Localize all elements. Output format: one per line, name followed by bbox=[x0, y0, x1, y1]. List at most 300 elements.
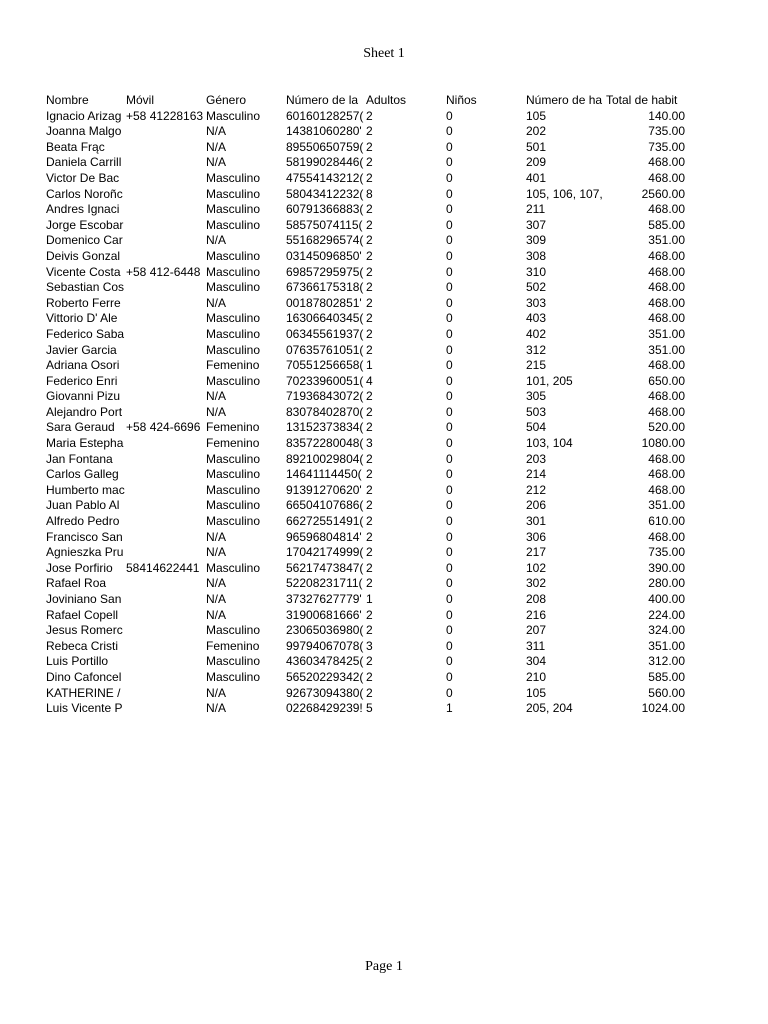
cell-adultos: 2 bbox=[366, 498, 373, 513]
cell-movil bbox=[126, 483, 206, 499]
cell-genero: Masculino bbox=[206, 217, 261, 232]
cell-nombre: Francisco San bbox=[46, 529, 123, 544]
cell-nombre: KATHERINE / bbox=[46, 685, 121, 700]
cell-adultos: 2 bbox=[366, 155, 373, 170]
cell-movil bbox=[126, 187, 206, 203]
cell-movil bbox=[126, 218, 206, 234]
cell-total: 735.00 bbox=[648, 124, 685, 139]
cell-adultos: 2 bbox=[366, 248, 373, 263]
cell-nombre: Luis Portillo bbox=[46, 654, 109, 669]
cell-nombre: Jesus Romerc bbox=[46, 623, 123, 638]
cell-numero-documento: 37327627779' bbox=[286, 592, 362, 606]
cell-adultos: 2 bbox=[366, 685, 373, 700]
cell-movil bbox=[126, 311, 206, 327]
cell-numero-documento: 71936843072( bbox=[286, 389, 364, 404]
cell-numero-habitacion: 401 bbox=[526, 170, 547, 185]
cell-ninos: 0 bbox=[446, 202, 453, 217]
cell-total: 468.00 bbox=[648, 295, 685, 310]
cell-numero-habitacion: 105 bbox=[526, 685, 547, 700]
cell-movil bbox=[126, 701, 206, 717]
cell-ninos: 0 bbox=[446, 560, 453, 575]
cell-ninos: 0 bbox=[446, 358, 453, 373]
cell-numero-documento: 52208231711( bbox=[286, 576, 363, 591]
cell-nombre: Jose Porfirio bbox=[46, 560, 113, 575]
cell-movil bbox=[126, 654, 206, 670]
cell-ninos: 0 bbox=[446, 280, 453, 295]
cell-ninos: 0 bbox=[446, 233, 453, 248]
cell-total: 400.00 bbox=[648, 592, 685, 606]
cell-numero-documento: 58043412232( bbox=[286, 186, 364, 201]
cell-ninos: 0 bbox=[446, 373, 453, 388]
cell-adultos: 2 bbox=[366, 545, 373, 560]
cell-adultos: 1 bbox=[366, 592, 373, 606]
cell-movil bbox=[126, 140, 206, 156]
cell-movil bbox=[126, 343, 206, 359]
table-row bbox=[46, 140, 685, 156]
cell-ninos: 1 bbox=[446, 701, 453, 716]
cell-genero: Masculino bbox=[206, 280, 261, 295]
cell-movil: +58 424-6696 bbox=[126, 420, 201, 435]
header-total: Total de habit bbox=[606, 93, 678, 107]
cell-genero: Masculino bbox=[206, 170, 261, 185]
cell-numero-habitacion: 209 bbox=[526, 155, 547, 170]
table-row bbox=[46, 218, 685, 234]
cell-genero: Masculino bbox=[206, 202, 261, 217]
cell-adultos: 2 bbox=[366, 295, 373, 310]
cell-movil bbox=[126, 280, 206, 296]
cell-nombre: Adriana Osori bbox=[46, 358, 120, 373]
cell-nombre: Deivis Gonzal bbox=[46, 248, 121, 263]
cell-ninos: 0 bbox=[446, 248, 453, 263]
cell-ninos: 0 bbox=[446, 451, 453, 466]
cell-adultos: 2 bbox=[366, 529, 373, 544]
cell-nombre: Federico Saba bbox=[46, 326, 125, 341]
cell-genero: Masculino bbox=[206, 654, 261, 669]
cell-total: 280.00 bbox=[648, 576, 685, 591]
cell-numero-documento: 06345561937( bbox=[286, 326, 364, 341]
cell-numero-habitacion: 206 bbox=[526, 498, 547, 513]
cell-adultos: 2 bbox=[366, 139, 373, 154]
cell-adultos: 2 bbox=[366, 654, 373, 669]
cell-numero-documento: 91391270620' bbox=[286, 482, 362, 497]
cell-numero-documento: 89210029804( bbox=[286, 451, 364, 466]
cell-adultos: 2 bbox=[366, 607, 373, 622]
cell-nombre: Agnieszka Pru bbox=[46, 545, 124, 560]
cell-nombre: Maria Estepha bbox=[46, 436, 124, 451]
cell-movil bbox=[126, 452, 206, 468]
table-row bbox=[46, 155, 685, 171]
cell-numero-documento: 67366175318( bbox=[286, 280, 364, 295]
table-row bbox=[46, 420, 685, 436]
cell-nombre: Rafael Copell bbox=[46, 607, 119, 622]
cell-numero-habitacion: 304 bbox=[526, 654, 547, 669]
cell-adultos: 2 bbox=[366, 170, 373, 185]
cell-nombre: Carlos Galleg bbox=[46, 467, 119, 482]
cell-movil bbox=[126, 327, 206, 343]
cell-adultos: 2 bbox=[366, 560, 373, 575]
cell-adultos: 2 bbox=[366, 342, 373, 357]
table-row bbox=[46, 498, 685, 514]
cell-nombre: Ignacio Arizag bbox=[46, 108, 122, 123]
cell-total: 468.00 bbox=[648, 311, 685, 326]
table-row bbox=[46, 265, 685, 281]
cell-numero-documento: 89550650759( bbox=[286, 139, 364, 154]
table-row bbox=[46, 327, 685, 343]
cell-ninos: 0 bbox=[446, 669, 453, 684]
table-row bbox=[46, 561, 685, 577]
cell-adultos: 2 bbox=[366, 202, 373, 217]
cell-movil: +58 41228163 bbox=[126, 108, 204, 123]
cell-nombre: Jorge Escobar bbox=[46, 217, 124, 232]
cell-adultos: 2 bbox=[366, 576, 373, 591]
table-row bbox=[46, 343, 685, 359]
table-row bbox=[46, 311, 685, 327]
cell-adultos: 3 bbox=[366, 436, 373, 451]
cell-nombre: Javier Garcia bbox=[46, 342, 117, 357]
cell-genero: N/A bbox=[206, 592, 227, 606]
cell-ninos: 0 bbox=[446, 654, 453, 669]
cell-numero-habitacion: 203 bbox=[526, 451, 547, 466]
cell-adultos: 2 bbox=[366, 467, 373, 482]
cell-total: 735.00 bbox=[648, 139, 685, 154]
cell-nombre: Rebeca Cristi bbox=[46, 638, 119, 653]
cell-ninos: 0 bbox=[446, 498, 453, 513]
cell-numero-documento: 14641114450( bbox=[286, 467, 362, 482]
cell-adultos: 2 bbox=[366, 404, 373, 419]
cell-genero: Masculino bbox=[206, 669, 261, 684]
cell-nombre: Jan Fontana bbox=[46, 451, 113, 466]
cell-adultos: 2 bbox=[366, 669, 373, 684]
cell-numero-habitacion: 403 bbox=[526, 311, 547, 326]
cell-nombre: Juan Pablo Al bbox=[46, 498, 120, 513]
cell-numero-documento: 13152373834( bbox=[286, 420, 364, 435]
cell-ninos: 0 bbox=[446, 592, 453, 606]
table-row bbox=[46, 124, 685, 140]
header-numero-habitacion: Número de ha bbox=[526, 93, 603, 107]
cell-genero: N/A bbox=[206, 155, 227, 170]
cell-numero-documento: 07635761051( bbox=[286, 342, 364, 357]
cell-numero-habitacion: 216 bbox=[526, 607, 547, 622]
cell-movil bbox=[126, 249, 206, 265]
cell-movil bbox=[126, 608, 206, 624]
cell-total: 735.00 bbox=[648, 545, 685, 560]
cell-total: 351.00 bbox=[648, 233, 685, 248]
cell-movil: 58414622441 bbox=[126, 560, 200, 575]
cell-total: 140.00 bbox=[648, 108, 685, 123]
cell-total: 324.00 bbox=[648, 623, 685, 638]
cell-total: 468.00 bbox=[648, 248, 685, 263]
cell-numero-documento: 14381060280' bbox=[286, 124, 362, 139]
cell-genero: N/A bbox=[206, 685, 227, 700]
cell-total: 468.00 bbox=[648, 155, 685, 170]
cell-numero-documento: 47554143212( bbox=[286, 170, 364, 185]
cell-genero: N/A bbox=[206, 139, 227, 154]
cell-numero-habitacion: 205, 204 bbox=[526, 701, 573, 716]
cell-genero: Masculino bbox=[206, 482, 261, 497]
table-row bbox=[46, 576, 685, 592]
cell-ninos: 0 bbox=[446, 170, 453, 185]
cell-movil bbox=[126, 296, 206, 312]
table-row bbox=[46, 670, 685, 686]
cell-total: 468.00 bbox=[648, 202, 685, 217]
cell-total: 224.00 bbox=[648, 607, 685, 622]
cell-numero-documento: 31900681666' bbox=[286, 607, 362, 622]
cell-ninos: 0 bbox=[446, 155, 453, 170]
cell-ninos: 0 bbox=[446, 467, 453, 482]
cell-adultos: 2 bbox=[366, 217, 373, 232]
cell-numero-documento: 16306640345( bbox=[286, 311, 364, 326]
cell-total: 390.00 bbox=[648, 560, 685, 575]
cell-adultos: 1 bbox=[366, 358, 373, 373]
cell-numero-habitacion: 302 bbox=[526, 576, 547, 591]
cell-total: 2560.00 bbox=[641, 186, 685, 201]
table-row bbox=[46, 109, 685, 125]
cell-movil bbox=[126, 436, 206, 452]
table-row bbox=[46, 233, 685, 249]
cell-total: 520.00 bbox=[648, 420, 685, 435]
cell-adultos: 2 bbox=[366, 326, 373, 341]
cell-ninos: 0 bbox=[446, 514, 453, 529]
table-row bbox=[46, 654, 685, 670]
table-row bbox=[46, 374, 685, 390]
table-row bbox=[46, 592, 685, 608]
table-row bbox=[46, 389, 685, 405]
table-row bbox=[46, 545, 685, 561]
table-row bbox=[46, 608, 685, 624]
cell-numero-documento: 03145096850' bbox=[286, 248, 362, 263]
cell-numero-documento: 96596804814' bbox=[286, 529, 362, 544]
cell-total: 1080.00 bbox=[641, 436, 685, 451]
cell-genero: Masculino bbox=[206, 342, 261, 357]
cell-adultos: 2 bbox=[366, 389, 373, 404]
cell-numero-habitacion: 402 bbox=[526, 326, 547, 341]
cell-genero: N/A bbox=[206, 233, 227, 248]
cell-genero: Masculino bbox=[206, 248, 261, 263]
cell-adultos: 2 bbox=[366, 108, 373, 123]
cell-genero: N/A bbox=[206, 389, 227, 404]
cell-adultos: 2 bbox=[366, 420, 373, 435]
header-ninos: Niños bbox=[446, 93, 477, 107]
sheet-title: Sheet 1 bbox=[363, 46, 405, 61]
cell-ninos: 0 bbox=[446, 217, 453, 232]
cell-nombre: Victor De Bac bbox=[46, 170, 120, 185]
cell-movil bbox=[126, 358, 206, 374]
cell-numero-documento: 56217473847( bbox=[286, 560, 364, 575]
cell-ninos: 0 bbox=[446, 389, 453, 404]
cell-numero-habitacion: 101, 205 bbox=[526, 373, 573, 388]
cell-numero-documento: 83078402870( bbox=[286, 404, 364, 419]
cell-numero-habitacion: 208 bbox=[526, 592, 547, 606]
cell-numero-habitacion: 211 bbox=[526, 202, 546, 217]
cell-ninos: 0 bbox=[446, 638, 453, 653]
header-numero-documento: Número de la bbox=[286, 93, 359, 107]
cell-nombre: Beata Frąc bbox=[46, 139, 105, 154]
cell-movil bbox=[126, 498, 206, 514]
cell-nombre: Joviniano San bbox=[46, 592, 122, 606]
cell-adultos: 2 bbox=[366, 451, 373, 466]
cell-total: 468.00 bbox=[648, 280, 685, 295]
cell-movil bbox=[126, 592, 206, 608]
cell-nombre: Roberto Ferre bbox=[46, 295, 121, 310]
table-row bbox=[46, 530, 685, 546]
cell-numero-habitacion: 310 bbox=[526, 264, 547, 279]
cell-ninos: 0 bbox=[446, 529, 453, 544]
header-movil: Móvil bbox=[126, 93, 155, 107]
cell-ninos: 0 bbox=[446, 482, 453, 497]
cell-genero: N/A bbox=[206, 701, 227, 716]
table-row bbox=[46, 686, 685, 702]
guest-table bbox=[46, 93, 685, 717]
cell-nombre: Sara Geraud bbox=[46, 420, 115, 435]
cell-total: 468.00 bbox=[648, 264, 685, 279]
cell-movil bbox=[126, 623, 206, 639]
cell-nombre: Luis Vicente P bbox=[46, 701, 123, 716]
cell-nombre: Vicente Costa bbox=[46, 264, 121, 279]
cell-numero-documento: 70551256658( bbox=[286, 358, 364, 373]
cell-numero-habitacion: 207 bbox=[526, 623, 547, 638]
cell-numero-habitacion: 312 bbox=[526, 342, 547, 357]
cell-numero-documento: 02268429239! bbox=[286, 701, 363, 716]
cell-numero-habitacion: 501 bbox=[526, 139, 547, 154]
cell-numero-habitacion: 202 bbox=[526, 124, 547, 139]
cell-numero-habitacion: 301 bbox=[526, 514, 547, 529]
cell-ninos: 0 bbox=[446, 295, 453, 310]
cell-numero-documento: 55168296574( bbox=[286, 233, 364, 248]
table-row bbox=[46, 514, 685, 530]
cell-genero: Femenino bbox=[206, 358, 260, 373]
cell-adultos: 2 bbox=[366, 482, 373, 497]
table-row bbox=[46, 436, 685, 452]
cell-numero-habitacion: 105 bbox=[526, 108, 547, 123]
cell-total: 351.00 bbox=[648, 326, 685, 341]
cell-numero-documento: 99794067078( bbox=[286, 638, 364, 653]
cell-genero: N/A bbox=[206, 576, 227, 591]
cell-numero-habitacion: 503 bbox=[526, 404, 547, 419]
table-row bbox=[46, 280, 685, 296]
cell-ninos: 0 bbox=[446, 404, 453, 419]
cell-numero-habitacion: 103, 104 bbox=[526, 436, 573, 451]
cell-nombre: Vittorio D' Ale bbox=[46, 311, 118, 326]
table-row bbox=[46, 405, 685, 421]
cell-numero-documento: 58575074115( bbox=[286, 217, 363, 232]
cell-numero-habitacion: 502 bbox=[526, 280, 547, 295]
table-row bbox=[46, 483, 685, 499]
cell-genero: N/A bbox=[206, 295, 227, 310]
cell-numero-habitacion: 217 bbox=[526, 545, 547, 560]
cell-numero-habitacion: 309 bbox=[526, 233, 547, 248]
cell-adultos: 2 bbox=[366, 233, 373, 248]
page-footer: Page 1 bbox=[365, 959, 403, 974]
cell-numero-habitacion: 306 bbox=[526, 529, 547, 544]
cell-total: 650.00 bbox=[648, 373, 685, 388]
cell-nombre: Giovanni Pizu bbox=[46, 389, 121, 404]
cell-total: 468.00 bbox=[648, 389, 685, 404]
cell-ninos: 0 bbox=[446, 264, 453, 279]
table-row bbox=[46, 187, 685, 203]
table-row bbox=[46, 623, 685, 639]
cell-numero-documento: 60791366883( bbox=[286, 202, 364, 217]
cell-total: 468.00 bbox=[648, 467, 685, 482]
cell-total: 351.00 bbox=[648, 342, 685, 357]
cell-genero: Masculino bbox=[206, 514, 261, 529]
cell-nombre: Dino Cafoncel bbox=[46, 669, 122, 684]
header-row bbox=[46, 93, 685, 109]
cell-numero-documento: 58199028446( bbox=[286, 155, 364, 170]
cell-numero-habitacion: 504 bbox=[526, 420, 547, 435]
cell-numero-documento: 17042174999( bbox=[286, 545, 364, 560]
cell-ninos: 0 bbox=[446, 108, 453, 123]
table-row bbox=[46, 249, 685, 265]
header-nombre: Nombre bbox=[46, 93, 89, 107]
cell-total: 1024.00 bbox=[641, 701, 685, 716]
cell-total: 468.00 bbox=[648, 404, 685, 419]
cell-movil bbox=[126, 202, 206, 218]
cell-movil bbox=[126, 514, 206, 530]
cell-ninos: 0 bbox=[446, 623, 453, 638]
cell-total: 585.00 bbox=[648, 217, 685, 232]
cell-adultos: 2 bbox=[366, 280, 373, 295]
cell-genero: Masculino bbox=[206, 560, 261, 575]
cell-ninos: 0 bbox=[446, 186, 453, 201]
header-genero: Género bbox=[206, 93, 247, 107]
cell-genero: N/A bbox=[206, 545, 227, 560]
cell-ninos: 0 bbox=[446, 139, 453, 154]
table-row bbox=[46, 452, 685, 468]
cell-numero-documento: 70233960051( bbox=[286, 373, 364, 388]
cell-total: 312.00 bbox=[648, 654, 685, 669]
cell-numero-habitacion: 210 bbox=[526, 669, 547, 684]
cell-movil bbox=[126, 670, 206, 686]
cell-adultos: 8 bbox=[366, 186, 373, 201]
cell-numero-habitacion: 215 bbox=[526, 358, 547, 373]
cell-nombre: Joanna Malgo bbox=[46, 124, 122, 139]
cell-adultos: 2 bbox=[366, 311, 373, 326]
cell-adultos: 4 bbox=[366, 373, 373, 388]
table-row bbox=[46, 701, 685, 717]
cell-numero-documento: 69857295975( bbox=[286, 264, 364, 279]
cell-movil: +58 412-6448 bbox=[126, 264, 201, 279]
cell-ninos: 0 bbox=[446, 124, 453, 139]
cell-total: 351.00 bbox=[648, 498, 685, 513]
table-row bbox=[46, 202, 685, 218]
cell-total: 468.00 bbox=[648, 482, 685, 497]
cell-nombre: Daniela Carrill bbox=[46, 155, 122, 170]
cell-genero: Masculino bbox=[206, 108, 261, 123]
cell-movil bbox=[126, 576, 206, 592]
cell-total: 560.00 bbox=[648, 685, 685, 700]
cell-nombre: Carlos Noroñc bbox=[46, 186, 123, 201]
cell-numero-habitacion: 214 bbox=[526, 467, 547, 482]
cell-adultos: 5 bbox=[366, 701, 373, 716]
cell-total: 468.00 bbox=[648, 529, 685, 544]
cell-ninos: 0 bbox=[446, 545, 453, 560]
table-row bbox=[46, 358, 685, 374]
cell-genero: N/A bbox=[206, 607, 227, 622]
cell-numero-documento: 92673094380( bbox=[286, 685, 364, 700]
cell-genero: Femenino bbox=[206, 436, 260, 451]
table-row bbox=[46, 467, 685, 483]
cell-nombre: Humberto mac bbox=[46, 482, 125, 497]
cell-movil bbox=[126, 124, 206, 140]
cell-movil bbox=[126, 405, 206, 421]
cell-genero: Masculino bbox=[206, 311, 261, 326]
cell-numero-habitacion: 305 bbox=[526, 389, 547, 404]
cell-numero-documento: 23065036980( bbox=[286, 623, 364, 638]
cell-genero: Masculino bbox=[206, 186, 261, 201]
cell-numero-habitacion: 105, 106, 107, bbox=[526, 186, 603, 201]
cell-genero: Masculino bbox=[206, 467, 261, 482]
cell-ninos: 0 bbox=[446, 436, 453, 451]
